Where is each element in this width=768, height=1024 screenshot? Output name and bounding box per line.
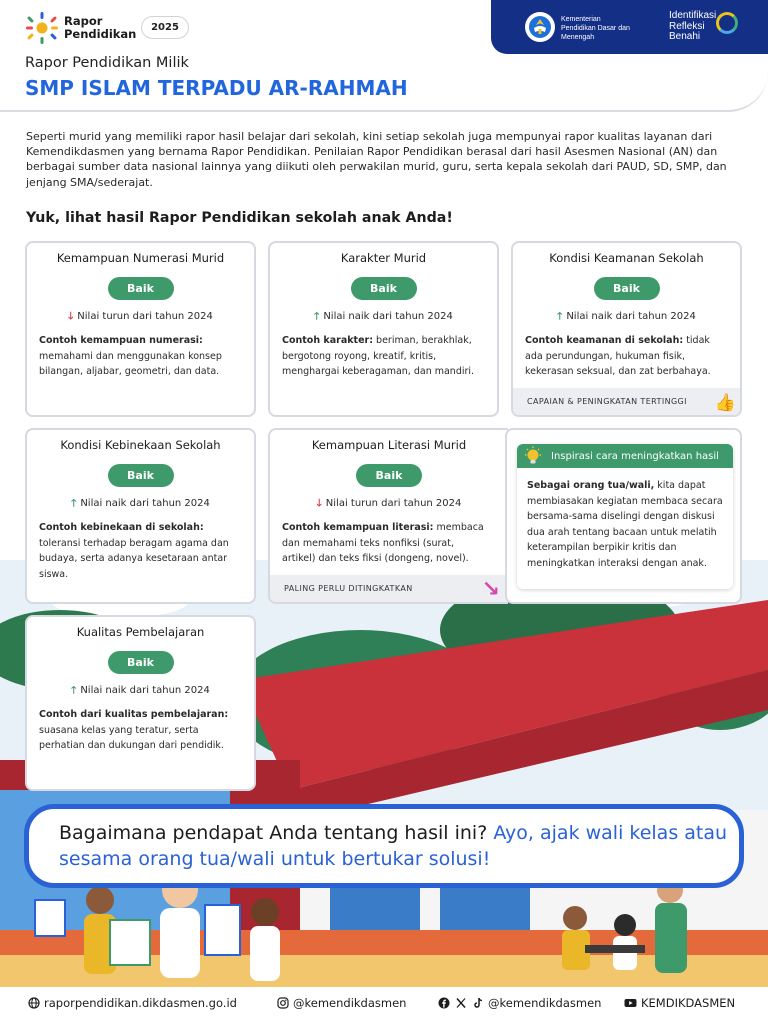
footer-social[interactable]: @kemendikdasmen: [437, 996, 601, 1010]
sun-icon: [24, 11, 60, 45]
intro-paragraph: Seperti murid yang memiliki rapor hasil belajar dari sekolah, kini setiap sekolah juga mempunyai rapor kualitas layanan dari Kemendikdasmen yang bernama Rapor Pendidikan. Penilaian Rapor Pendidikan berasal dari hasil Asesmen Nasional (AN) dan berbagai sumber data nasional lainnya yang diikuti oleh perwakilan murid, guru, serta kepala sekolah dari PAUD, SD, SMP, dan jenjang SMA/sederajat.: [26, 130, 727, 189]
example-text: Contoh kebinekaan di sekolah: toleransi terhadap beragam agama dan budaya, serta adanya kesetaraan antar siswa.: [39, 522, 229, 580]
highest-achievement-label: CAPAIAN & PENINGKATAN TERTINGGI: [513, 388, 740, 415]
tiktok-icon: [471, 997, 484, 1010]
status-badge: Baik: [356, 464, 422, 487]
school-name: SMP ISLAM TERPADU AR-RAHMAH: [25, 76, 408, 100]
card-numeracy: [25, 241, 256, 417]
program-logo-text: Identifikasi Refleksi Benahi: [669, 10, 717, 42]
thumbs-up-icon: 👍: [714, 393, 736, 413]
card-title: Kondisi Keamanan Sekolah: [549, 251, 704, 265]
logo-line-2: Pendidikan: [64, 27, 137, 41]
facebook-icon: [437, 997, 450, 1010]
example-text: Contoh dari kualitas pembelajaran: suasana kelas yang teratur, serta perhatian dan dukungan dari pendidik.: [39, 709, 229, 751]
footer-youtube[interactable]: KEMDIKDASMEN: [624, 996, 735, 1010]
arrow-up-icon: 🡑: [314, 311, 320, 322]
example-text: Contoh kemampuan literasi: membaca dan memahami teks nonfiksi (surat, artikel) dan teks fiksi (dongeng, novel).: [282, 522, 484, 564]
status-badge: Baik: [594, 277, 660, 300]
logo-line-1: Rapor: [64, 14, 103, 28]
arrow-up-icon: 🡑: [71, 685, 77, 696]
inspiration-panel: [505, 428, 742, 604]
trend-text: 🡓 Nilai turun dari tahun 2024: [68, 311, 213, 322]
status-badge: Baik: [108, 277, 174, 300]
example-text: Contoh karakter: beriman, berakhlak, bergotong royong, kreatif, kritis, menghargai keberagaman, dan mandiri.: [282, 335, 475, 377]
card-title: Kemampuan Literasi Murid: [311, 438, 467, 452]
arrow-down-icon: 🡓: [68, 311, 74, 322]
trend-text: 🡓 Nilai turun dari tahun 2024: [316, 498, 462, 509]
example-text: Contoh keamanan di sekolah: tidak ada perundungan, hukuman fisik, kekerasan seksual, dan zat berbahaya.: [525, 335, 711, 377]
card-safety: [511, 241, 742, 417]
page-subtitle: Rapor Pendidikan Milik: [25, 55, 189, 71]
year-badge: 2025: [141, 16, 189, 39]
inspiration-text: Sebagai orang tua/wali, kita dapat membiasakan kegiatan membaca secara bersama-sama diselingi dengan diskusi dua arah tentang bacaan untuk melatih keterampilan berpikir kritis dan meningkatkan interaksi dengan anak.: [527, 480, 723, 569]
banner-question: Bagaimana pendapat Anda tentang hasil ini?: [59, 822, 488, 844]
instagram-icon: [276, 997, 289, 1010]
inspiration-title: Inspirasi cara meningkatkan hasil: [551, 450, 719, 462]
trend-down-icon: ↘: [481, 577, 500, 602]
banner-call-to-action: Ayo, ajak wali kelas atau sesama orang tua/wali untuk bertukar solusi!: [59, 822, 728, 870]
youtube-icon: [624, 997, 637, 1010]
card-character: [268, 241, 499, 417]
example-text: Contoh kemampuan numerasi: memahami dan menggunakan konsep bilangan, aljabar, geometri, dan data.: [39, 335, 222, 377]
arrow-up-icon: 🡑: [71, 498, 77, 509]
card-diversity: [25, 428, 256, 604]
trend-text: 🡑 Nilai naik dari tahun 2024: [71, 685, 210, 696]
inspiration-header: [517, 444, 733, 468]
card-title: Kemampuan Numerasi Murid: [56, 251, 225, 265]
card-title: Karakter Murid: [340, 251, 427, 265]
page-header: [0, 0, 768, 112]
section-heading: Yuk, lihat hasil Rapor Pendidikan sekolah anak Anda!: [26, 210, 453, 226]
card-literacy: [268, 428, 508, 604]
status-badge: Baik: [351, 277, 417, 300]
footer-instagram[interactable]: @kemendikdasmen: [276, 996, 406, 1010]
discussion-banner: [24, 804, 744, 888]
trend-text: 🡑 Nilai naik dari tahun 2024: [557, 311, 696, 322]
trend-text: 🡑 Nilai naik dari tahun 2024: [314, 311, 453, 322]
arrow-down-icon: 🡓: [316, 498, 322, 509]
status-badge: Baik: [108, 464, 174, 487]
page-footer: [0, 987, 768, 1024]
arrow-up-icon: 🡑: [557, 311, 563, 322]
ministry-banner: [491, 0, 768, 54]
needs-improvement-label: PALING PERLU DITINGKATKAN: [270, 575, 508, 602]
footer-website[interactable]: raporpendidikan.dikdasmen.go.id: [27, 996, 237, 1010]
ministry-name: Kementerian Pendidikan Dasar dan Menengah: [561, 16, 630, 41]
program-swirl-icon: [716, 12, 738, 34]
globe-icon: [27, 997, 40, 1010]
status-badge: Baik: [108, 651, 174, 674]
trend-text: 🡑 Nilai naik dari tahun 2024: [71, 498, 210, 509]
x-icon: [454, 997, 467, 1010]
tut-wuri-handayani-icon: [525, 12, 555, 42]
rapor-pendidikan-logo: [24, 11, 136, 45]
card-title: Kualitas Pembelajaran: [76, 625, 205, 639]
light-bulb-icon: [523, 446, 543, 466]
card-title: Kondisi Kebinekaan Sekolah: [60, 438, 221, 452]
card-learning-quality: [25, 615, 256, 791]
